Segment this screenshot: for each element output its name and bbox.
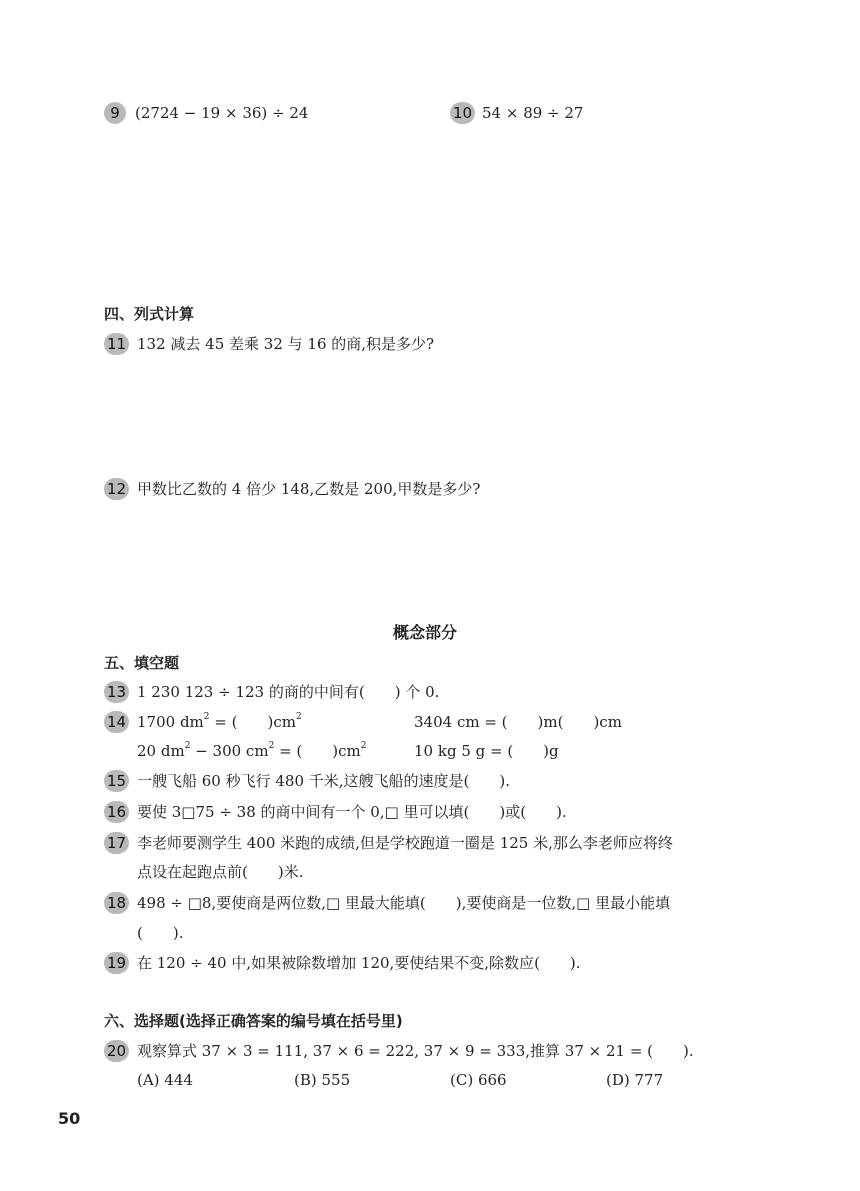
choice-option: (B) 555 <box>294 1071 351 1089</box>
question-number: 10 <box>450 102 475 124</box>
page-number: 50 <box>58 1109 81 1128</box>
question-number: 20 <box>104 1040 129 1062</box>
question-text: 观察算式 37 × 3 = 111, 37 × 6 = 222, 37 × 9 = 333,推算 37 × 21 = ( ). <box>137 1042 694 1060</box>
question-number: 13 <box>104 681 129 703</box>
question-text-part: 3404 cm = ( )m( )cm <box>414 713 622 731</box>
question-number: 14 <box>104 711 129 733</box>
question-number: 12 <box>104 478 129 500</box>
question-text: 在 120 ÷ 40 中,如果被除数增加 120,要使结果不变,除数应( ). <box>137 954 581 972</box>
question-number: 19 <box>104 952 129 974</box>
question-text-part: 10 kg 5 g = ( )g <box>414 742 559 760</box>
question-text: 498 ÷ □8,要使商是两位数,□ 里最大能填( ),要使商是一位数,□ 里最小能填 <box>137 894 671 912</box>
section-heading: 四、列式计算 <box>104 305 195 323</box>
question-text: 要使 3□75 ÷ 38 的商中间有一个 0,□ 里可以填( )或( ). <box>137 803 567 821</box>
part-title: 概念部分 <box>393 623 458 642</box>
question-number: 18 <box>104 892 129 914</box>
question-text: ( ). <box>137 924 184 942</box>
question-text: 李老师要测学生 400 米跑的成绩,但是学校跑道一圈是 125 米,那么李老师应将终 <box>137 834 673 852</box>
question-text-part: 20 $dm^2 - 300$ $cm^2$ = ( )$cm^2$ <box>137 741 367 760</box>
question-text: 一艘飞船 60 秒飞行 480 千米,这艘飞船的速度是( ). <box>137 772 511 790</box>
question-text: 54 × 89 ÷ 27 <box>482 104 584 122</box>
question-text: 甲数比乙数的 4 倍少 148,乙数是 200,甲数是多少? <box>137 480 481 498</box>
section-heading: 六、选择题(选择正确答案的编号填在括号里) <box>104 1012 403 1030</box>
question-text-part: 1700 $dm^2$ = ( )$cm^2$ <box>137 712 302 731</box>
question-number: 11 <box>104 333 129 355</box>
question-number: 16 <box>104 801 129 823</box>
question-number: 15 <box>104 770 129 792</box>
question-text: (2724 − 19 × 36) ÷ 24 <box>135 104 309 122</box>
choice-option: (D) 777 <box>606 1071 664 1089</box>
choice-option: (A) 444 <box>137 1071 193 1089</box>
question-text: 1 230 123 ÷ 123 的商的中间有( ) 个 0. <box>137 683 440 701</box>
question-text: 点设在起跑点前( )米. <box>137 863 304 881</box>
question-number: 9 <box>104 102 126 124</box>
question-number: 17 <box>104 832 129 854</box>
question-text: 132 减去 45 差乘 32 与 16 的商,积是多少? <box>137 335 435 353</box>
choice-option: (C) 666 <box>450 1071 507 1089</box>
section-heading: 五、填空题 <box>104 654 180 672</box>
